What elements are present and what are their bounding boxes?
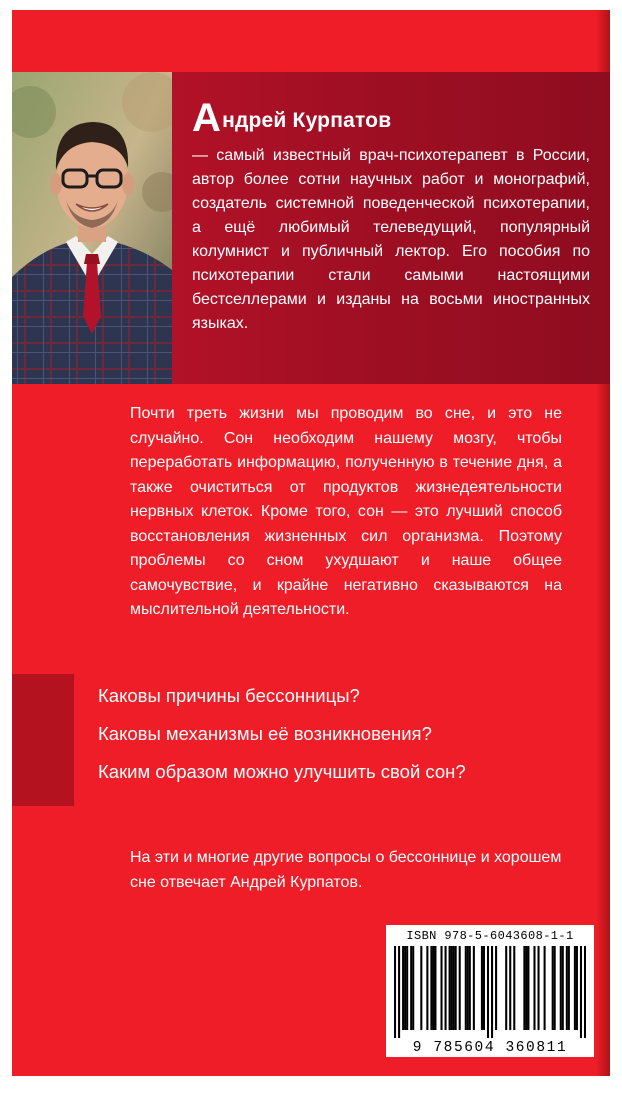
barcode-bar [420, 946, 422, 1030]
barcode-bar [473, 946, 475, 1030]
author-bio: — самый известный врач-психотерапевт в России, автор более сотни научных работ и монографий, создатель системной поведенческой психотерапии, а ещё любимый телеведущий, популярный колумнист и публичный лектор. Его пособия по психотерапии стали самыми настоящими бестселлерами и изданы на восьми иностранных языках. [192, 147, 590, 332]
barcode-bar [465, 946, 467, 1030]
barcode-bar [580, 946, 582, 1038]
barcode-bar [451, 946, 453, 1030]
author-name-initial: А [192, 96, 222, 140]
barcode-bar [537, 946, 539, 1030]
barcode-bar [560, 946, 562, 1030]
barcode-bar [453, 946, 455, 1030]
barcode-bar [533, 946, 535, 1030]
question-item: Каковы причины бессонницы? [98, 685, 360, 706]
barcode-bar [554, 946, 556, 1030]
barcode-bar [467, 946, 469, 1030]
book-description: Почти треть жизни мы проводим во сне, и это не случайно. Сон необходим нашему мозгу, чтобы переработать информацию, полученную в течение дня, а также очиститься от продуктов жизнедеятельности нервных клеток. Кроме того, сон — это лучший способ восстановления жизненных сил организма. Поэтому проблемы со сном ухудшают и наше общее самочувствие, и крайне негативно сказываются на мыслительной деятельности. [130, 405, 562, 618]
barcode-bar [483, 946, 485, 1030]
author-name [192, 98, 391, 138]
barcode-bar [445, 946, 447, 1030]
closing-text: На эти и многие другие вопросы о бессоннице и хорошем сне отвечает Андрей Курпатов. [130, 849, 562, 891]
barcode-bar [410, 946, 412, 1030]
question-item: Каковы механизмы её возникновения? [98, 723, 432, 744]
barcode-bar [455, 946, 457, 1030]
barcode-bar [505, 946, 507, 1030]
isbn-number: ISBN 978-5-6043608-1-1 [406, 929, 574, 943]
barcode-bar [552, 946, 554, 1030]
barcode-bar [469, 946, 471, 1030]
author-name-rest: ндрей Курпатов [222, 109, 392, 132]
barcode-bar [406, 946, 408, 1030]
barcode-bar [527, 946, 529, 1030]
barcode-bar [404, 946, 406, 1030]
barcode-bar [481, 946, 483, 1030]
questions-marker [12, 674, 74, 806]
barcode-bar [574, 946, 576, 1030]
barcode-bar [544, 946, 546, 1030]
barcode-bar [440, 946, 442, 1030]
questions-list [98, 686, 466, 800]
barcode-bar [523, 946, 525, 1030]
barcode-bar [495, 946, 497, 1030]
barcode-bar [402, 946, 404, 1030]
ean-digits: 9 785604 360811 [412, 1040, 568, 1056]
barcode-bar [562, 946, 564, 1030]
author-photo [12, 72, 172, 384]
book-back-cover [12, 10, 610, 1076]
barcode-bar [394, 946, 396, 1038]
author-band [12, 72, 610, 384]
barcode-bar [568, 946, 570, 1030]
barcode-bar [525, 946, 527, 1030]
barcode-bar [398, 946, 400, 1038]
barcode-bar [459, 946, 461, 1030]
barcode-bar [432, 946, 434, 1030]
question-item: Каким образом можно улучшить свой сон? [98, 761, 466, 782]
barcode-bar [434, 946, 436, 1030]
barcode-bar [491, 946, 493, 1038]
barcode-bar [430, 946, 432, 1030]
barcode-bar [584, 946, 586, 1038]
barcode-bar [449, 946, 451, 1030]
barcode-bar [412, 946, 414, 1030]
barcode-bar [509, 946, 511, 1030]
barcode-bars [394, 946, 586, 1038]
barcode-bar [513, 946, 515, 1030]
barcode-bar [576, 946, 578, 1030]
isbn-barcode [386, 925, 594, 1057]
barcode-bar [566, 946, 568, 1030]
barcode-bar [426, 946, 428, 1030]
barcode-bar [487, 946, 489, 1038]
